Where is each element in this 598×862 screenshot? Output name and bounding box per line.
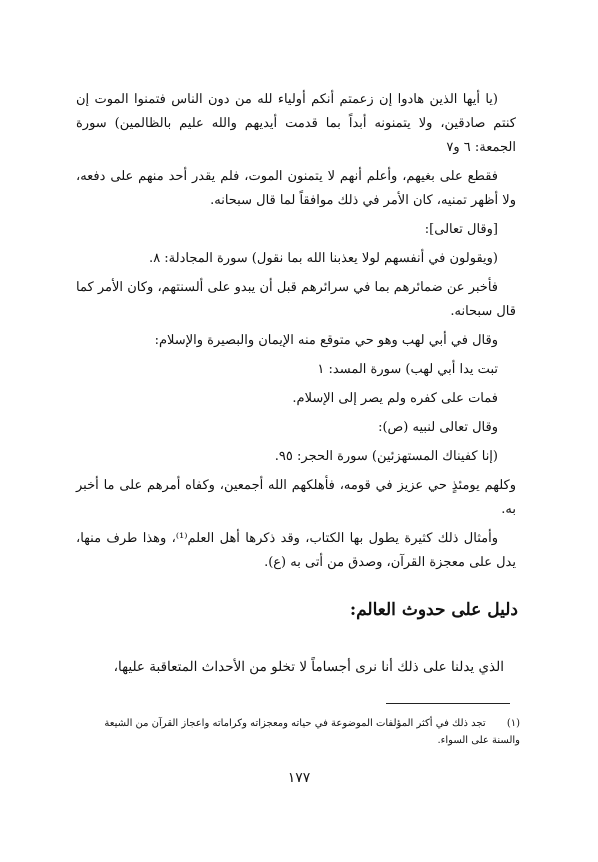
commentary-paragraph-3: وكلهم يومئذٍ حي عزيز في قومه، فأهلكهم الله أجمعين، وكفاه أمرهم على ما أخبر به. bbox=[76, 478, 516, 517]
section-first-line: الذي يدلنا على ذلك أنا نرى أجساماً لا تخلو من الأحداث المتعاقبة عليها، bbox=[113, 659, 504, 675]
abu-lahab-intro: وقال في أبي لهب وهو حي متوقع منه الإيمان والبصيرة والإسلام: bbox=[154, 333, 498, 348]
section-heading: دليل على حدوث العالم: bbox=[349, 600, 518, 620]
footnote-text: تجد ذلك في أكثر المؤلفات الموضوعة في حياته ومعجزاته وكراماته واعجاز القرآن من الشيعة والسنة على السواء. bbox=[104, 718, 520, 746]
quran-quote-masad: تبت يدا أبي لهب) سورة المسد: ١ bbox=[317, 362, 498, 377]
transition-line-2: وقال تعالى لنبيه (ص): bbox=[378, 420, 498, 435]
quran-quote-mujadila: (ويقولون في أنفسهم لولا يعذبنا الله بما نقول) سورة المجادلة: ٨. bbox=[149, 251, 498, 266]
body-text bbox=[76, 88, 516, 580]
footnote-number: (١) bbox=[506, 718, 520, 729]
transition-line-1: [وقال تعالى]: bbox=[424, 222, 498, 237]
quran-quote-hijr: (إنا كفيناك المستهزئين) سورة الحجر: ٩٥. bbox=[274, 449, 498, 464]
commentary-paragraph-4: وأمثال ذلك كثيرة يطول بها الكتاب، وقد ذكرها أهل العلم⁽¹⁾، وهذا طرف منها، يدل على معجزة القرآن، وصدق من أتى به (ع). bbox=[76, 531, 516, 570]
footnote bbox=[78, 715, 520, 749]
quran-quote-jumuah: (يا أيها الذين هادوا إن زعمتم أنكم أولياء لله من دون الناس فتمنوا الموت إن كنتم صادقين، ولا يتمنونه أبداً بما قدمت أيديهم والله عليم بالظالمين) سورة الجمعة: ٦ و٧ bbox=[76, 92, 516, 155]
abu-lahab-outcome: فمات على كفره ولم يصر إلى الإسلام. bbox=[292, 391, 498, 406]
page-number: ١٧٧ bbox=[287, 770, 311, 786]
commentary-paragraph-1: فقطع على بغيهم، وأعلم أنهم لا يتمنون الموت، فلم يقدر أحد منهم على دفعه، ولا أظهر تمنيه، كان الأمر في ذلك موافقاً لما قال سبحانه. bbox=[76, 169, 516, 208]
footnote-divider bbox=[386, 703, 510, 704]
commentary-paragraph-2: فأخبر عن ضمائرهم بما في سرائرهم قبل أن يبدو على ألسنتهم، وكان الأمر كما قال سبحانه. bbox=[76, 280, 516, 319]
